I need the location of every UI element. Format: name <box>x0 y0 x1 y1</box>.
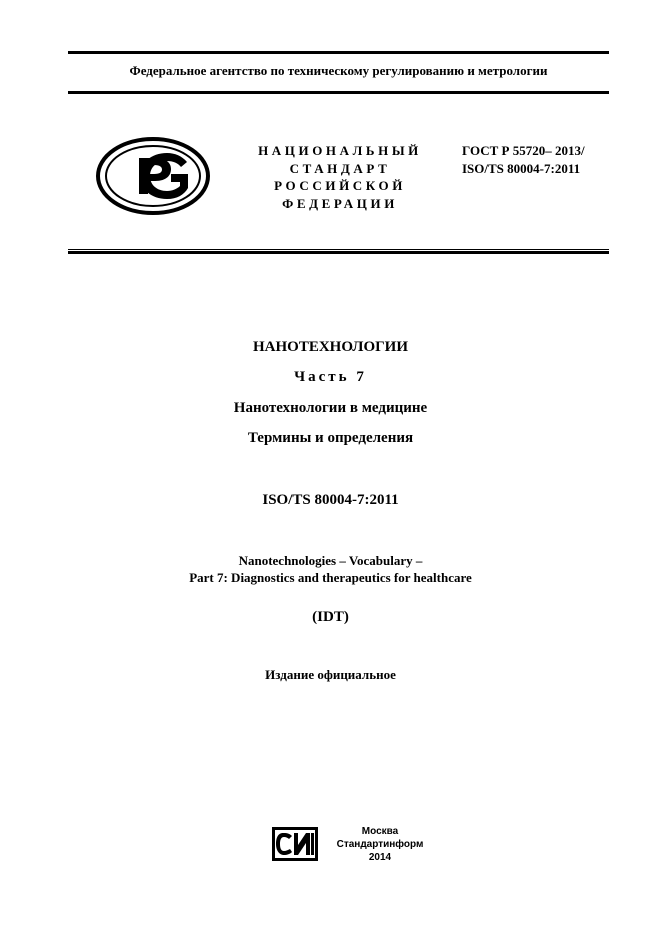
agency-rule <box>68 91 609 94</box>
header-bottom-rule-thin <box>68 249 609 250</box>
national-standard-line: СТАНДАРТ <box>289 160 391 176</box>
header-bottom-rule <box>68 251 609 254</box>
iso-reference: ISO/TS 80004-7:2011 <box>262 492 399 508</box>
top-rule <box>68 51 609 54</box>
standard-designation <box>462 142 585 177</box>
publisher-info <box>332 825 428 864</box>
standartinform-logo-icon <box>272 827 318 861</box>
publisher-city: Москва <box>361 826 399 837</box>
english-title-line2: Part 7: Diagnostics and therapeutics for healthcare <box>189 570 472 585</box>
publisher-name: Стандартинформ <box>336 839 424 850</box>
part-title: Часть 7 <box>294 369 367 385</box>
national-standard-line: ФЕДЕРАЦИИ <box>282 195 398 211</box>
agency-name: Федеральное агентство по техническому регулированию и метрологии <box>129 63 548 78</box>
national-standard-line: РОССИЙСКОЙ <box>274 178 406 193</box>
gost-number: ГОСТ Р 55720– 2013/ <box>462 143 585 158</box>
main-title: НАНОТЕХНОЛОГИИ <box>253 339 408 355</box>
national-standard-title <box>240 142 440 212</box>
subtitle-terms: Термины и определения <box>247 430 414 446</box>
idt-label: (IDT) <box>312 609 349 625</box>
national-standard-line: НАЦИОНАЛЬНЫЙ <box>258 143 422 158</box>
iso-number: ISO/TS 80004-7:2011 <box>462 160 581 176</box>
publisher-year: 2014 <box>368 852 392 863</box>
rst-certification-mark-icon <box>95 136 211 216</box>
subtitle-medicine: Нанотехнологии в медицине <box>233 400 428 416</box>
english-title-line1: Nanotechnologies – Vocabulary – <box>238 553 423 568</box>
edition-label: Издание официальное <box>265 667 396 682</box>
